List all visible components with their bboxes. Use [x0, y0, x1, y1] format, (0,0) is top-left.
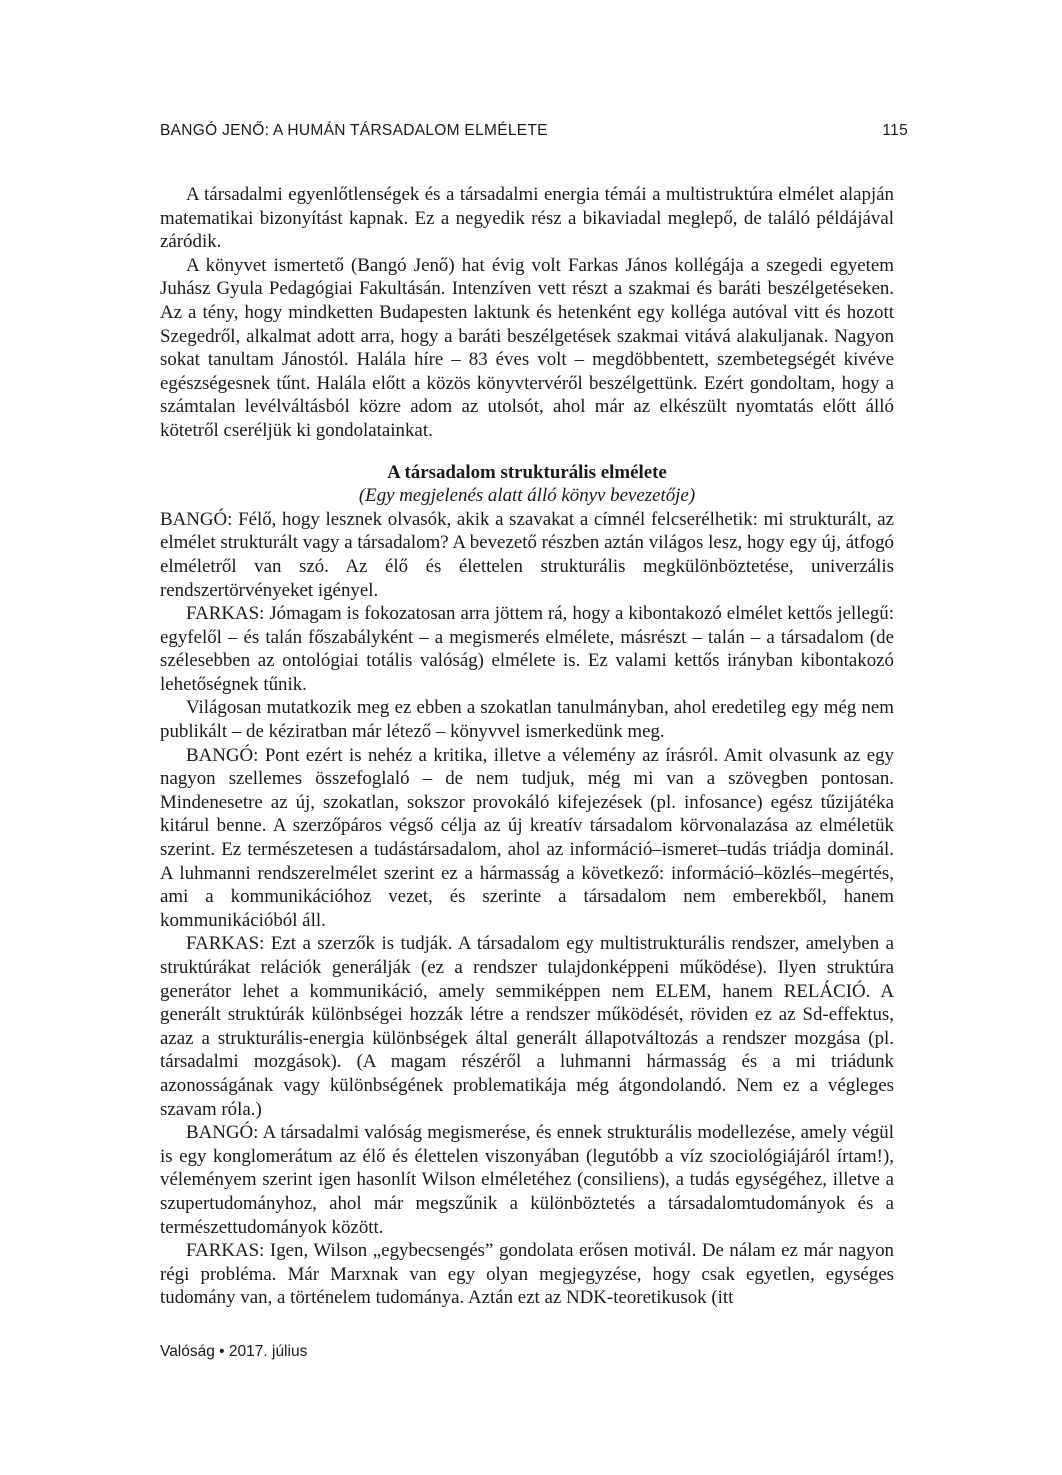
page-number: 115	[882, 122, 908, 139]
paragraph: BANGÓ: Pont ezért is nehéz a kritika, illetve a vélemény az írásról. Amit olvasunk az egy nagyon szellemes összefoglaló – de nem tudjuk, még mi van a szövegben pontosan. Mindenesetre az új, szokatlan, sokszor provokáló kifejezések (pl. infosance) egész tűzijátéka kitárul benne. A szerzőpáros végső célja az új kreatív társadalom körvonalazása az elméletük szerint. Ez természetesen a tudástársadalom, ahol az információ–ismeret–tudás triádja dominál. A luhmanni rendszerelmélet szerint ez a hármasság a következő: információ–közlés–megértés, ami a kommunikációhoz vezet, és szerinte a társadalom nem emberekből, hanem kommunikációból áll.	[160, 744, 894, 931]
paragraph: FARKAS: Igen, Wilson „egybecsengés” gondolata erősen motivál. De nálam ez már nagyon régi probléma. Már Marxnak van egy olyan megjegyzése, hogy csak egyetlen, egységes tudomány van, a történelem tudománya. Aztán ezt az NDK-teoretikusok (itt	[160, 1240, 894, 1309]
section-subtitle: (Egy megjelenés alatt álló könyv bevezetője)	[358, 485, 696, 507]
paragraph: Világosan mutatkozik meg ez ebben a szokatlan tanulmányban, ahol eredetileg egy még nem publikált – de kéziratban már létező – könyvvel ismerkedünk meg.	[160, 697, 894, 743]
paragraph: BANGÓ: A társadalmi valóság megismerése, és ennek strukturális modellezése, amely végül is egy konglomerátum az élő és élettelen viszonyában (legutóbb a víz szociológiájáról írtam!), véleményem szerint igen hasonlít Wilson elméletéhez (consiliens), a tudás egységéhez, illetve a szupertudományhoz, ahol már megszűnik a különböztetés a társadalomtudományok és a természettudományok között.	[160, 1122, 894, 1238]
running-head	[160, 122, 908, 146]
page-footer: Valóság • 2017. július	[160, 1343, 308, 1360]
article-body	[160, 183, 894, 1310]
paragraph: BANGÓ: Félő, hogy lesznek olvasók, akik a szavakat a címnél felcserélhetik: mi strukturált, az elmélet strukturált vagy a társadalom? A bevezető részben aztán világos lesz, hogy egy új, átfogó elméletről van szó. Az élő és élettelen strukturális megkülönböztetése, univerzális rendszertörvényeket igényel.	[160, 508, 894, 601]
paragraph: FARKAS: Ezt a szerzők is tudják. A társadalom egy multistrukturális rendszer, amelyben a struktúrákat relációk generálják (ez a rendszer tulajdonképpeni működése). Ilyen struktúra generátor lehet a kommunikáció, amely semmiképpen nem ELEM, hanem RELÁCIÓ. A generált struktúrák különbségei hozzák létre a rendszer működését, röviden ez az Sd-effektus, azaz a strukturális-energia különbségek által generált állapotváltozás a rendszer mozgása (pl. társadalmi mozgások). (A magam részéről a luhmanni hármasság és a mi triádunk azonosságának vagy különbségének problematikája még átgondolandó. Nem ez a végleges szavam róla.)	[160, 933, 894, 1120]
paragraph: A társadalmi egyenlőtlenségek és a társadalmi energia témái a multistruktúra elmélet alapján matematikai bizonyítást kapnak. Ez a negyedik rész a bikaviadal meglepő, de találó példájával záródik.	[160, 184, 894, 253]
section-title: A társadalom strukturális elmélete	[387, 461, 667, 483]
paragraph: FARKAS: Jómagam is fokozatosan arra jöttem rá, hogy a kibontakozó elmélet kettős jellegű: egyfelől – és talán főszabályként – a megismerés elmélete, másrészt – talán – a társadalom (de szélesebben az ontológiai totális valóság) elmélete is. Ez valami kettős irányban kibontakozó lehetőségnek tűnik.	[160, 603, 894, 695]
paragraph: A könyvet ismertető (Bangó Jenő) hat évig volt Farkas János kollégája a szegedi egyetem Juhász Gyula Pedagógiai Fakultásán. Intenzíven vett részt a szakmai és baráti beszélgetéseken. Az a tény, hogy mindketten Budapesten laktunk és hetenként egy kolléga autóval vitt és hozott Szegedről, alkalmat adott arra, hogy a baráti beszélgetések szakmai vitává alakuljanak. Nagyon sokat tanultam Jánostól. Halála híre – 83 éves volt – megdöbbentett, szembetegségét kivéve egészségesnek tűnt. Halála előtt a közös könyvtervéről beszélgettünk. Ezért gondoltam, hogy a számtalan levélváltásból közre adom az utolsót, ahol már az elkészült nyomtatás előtt álló kötetről cseréljük ki gondolatainkat.	[160, 254, 894, 441]
running-head-title: BANGÓ JENŐ: A HUMÁN TÁRSADALOM ELMÉLETE	[160, 122, 548, 139]
section-heading	[160, 461, 894, 508]
